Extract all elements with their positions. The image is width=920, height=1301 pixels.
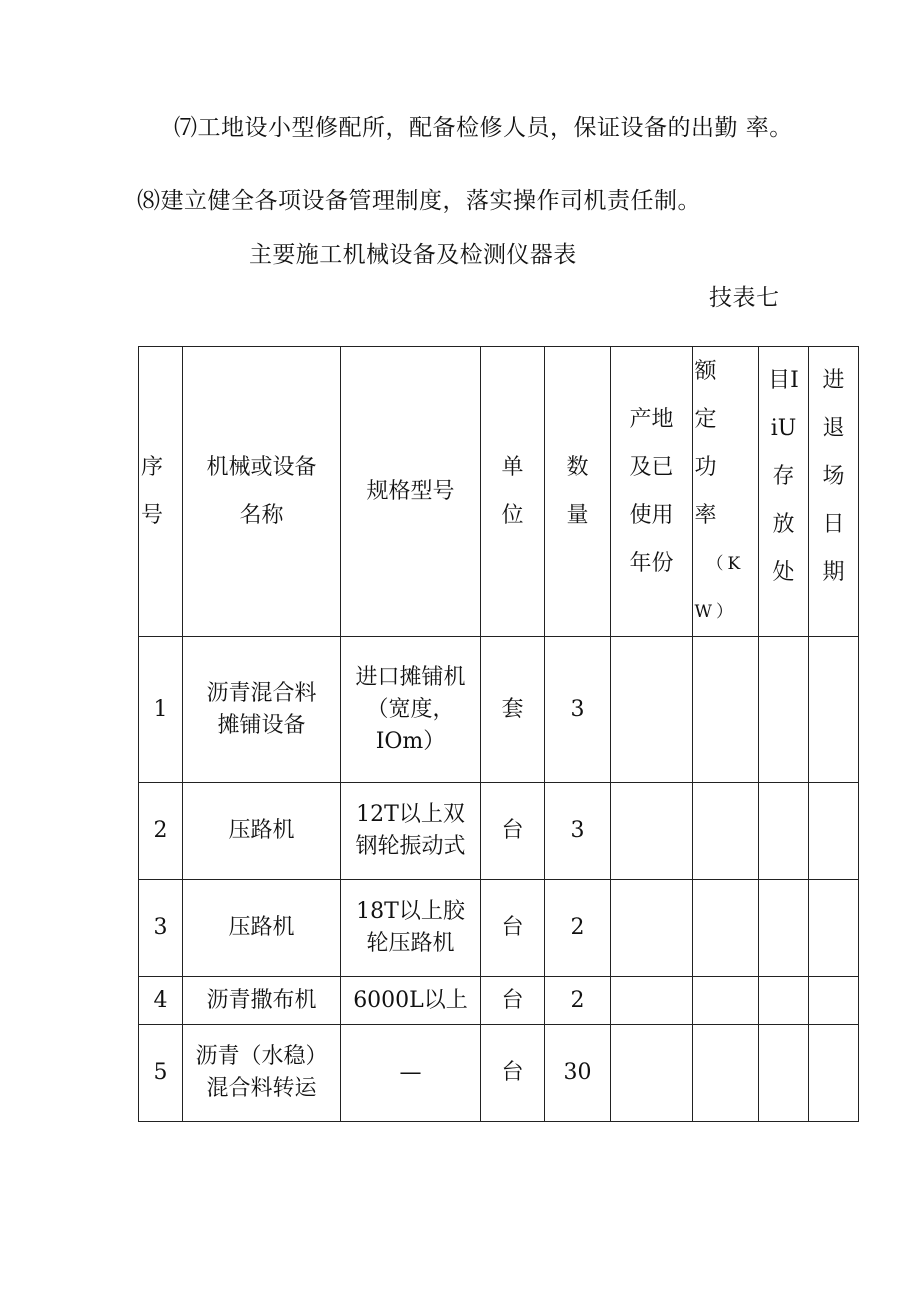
cell-power bbox=[693, 977, 759, 1025]
header-storage: 目IiU存放处 bbox=[768, 368, 799, 585]
equipment-table bbox=[138, 346, 859, 1122]
cell-origin bbox=[611, 977, 693, 1025]
cell-storage bbox=[759, 977, 809, 1025]
cell-qty: 3 bbox=[545, 637, 611, 783]
table-row bbox=[139, 977, 859, 1025]
cell-name: 沥青（水稳）混合料转运 bbox=[195, 1044, 328, 1101]
cell-unit: 台 bbox=[481, 880, 545, 977]
cell-origin bbox=[611, 783, 693, 880]
table-title: 主要施工机械设备及检测仪器表 bbox=[249, 242, 577, 268]
header-power-line4: W） bbox=[694, 601, 737, 622]
header-power-line2: 功 率 bbox=[694, 454, 731, 528]
cell-seq: 4 bbox=[139, 977, 183, 1025]
cell-spec: 12T以上双钢轮振动式 bbox=[355, 802, 466, 859]
header-unit: 单位 bbox=[501, 454, 524, 528]
table-row bbox=[139, 637, 859, 783]
paragraph-item-8: ⑻建立健全各项设备管理制度，落实操作司机责任制。 bbox=[137, 188, 701, 214]
cell-spec: — bbox=[341, 1025, 481, 1122]
cell-unit: 台 bbox=[481, 783, 545, 880]
cell-entry bbox=[809, 880, 859, 977]
cell-entry bbox=[809, 637, 859, 783]
cell-unit: 台 bbox=[481, 977, 545, 1025]
cell-qty: 30 bbox=[545, 1025, 611, 1122]
cell-name: 沥青混合料摊铺设备 bbox=[206, 680, 317, 738]
cell-unit: 套 bbox=[481, 637, 545, 783]
header-spec: 规格型号 bbox=[366, 478, 455, 504]
cell-qty: 2 bbox=[545, 977, 611, 1025]
cell-power bbox=[693, 783, 759, 880]
cell-spec: 进口摊铺机（宽度，IOm） bbox=[355, 664, 466, 754]
cell-qty: 3 bbox=[545, 783, 611, 880]
header-origin: 产地及已使用年份 bbox=[629, 406, 674, 576]
table-row bbox=[139, 880, 859, 977]
cell-storage bbox=[759, 880, 809, 977]
cell-origin bbox=[611, 1025, 693, 1122]
cell-seq: 5 bbox=[139, 1025, 183, 1122]
cell-entry bbox=[809, 783, 859, 880]
cell-name: 压路机 bbox=[183, 783, 341, 880]
cell-qty: 2 bbox=[545, 880, 611, 977]
table-row bbox=[139, 1025, 859, 1122]
cell-seq: 3 bbox=[139, 880, 183, 977]
cell-origin bbox=[611, 637, 693, 783]
cell-power bbox=[693, 880, 759, 977]
cell-storage bbox=[759, 1025, 809, 1122]
cell-seq: 2 bbox=[139, 783, 183, 880]
cell-entry bbox=[809, 977, 859, 1025]
cell-power bbox=[693, 637, 759, 783]
table-row bbox=[139, 783, 859, 880]
cell-name: 压路机 bbox=[183, 880, 341, 977]
header-entry: 进退场日期 bbox=[822, 368, 845, 585]
header-power-line3: （K bbox=[706, 553, 745, 574]
header-row bbox=[139, 347, 859, 637]
cell-seq: 1 bbox=[139, 637, 183, 783]
cell-unit: 台 bbox=[481, 1025, 545, 1122]
header-name: 机械或设备名称 bbox=[206, 454, 317, 528]
header-qty: 数量 bbox=[566, 454, 589, 528]
cell-origin bbox=[611, 880, 693, 977]
header-power-line1: 额 定 bbox=[694, 358, 731, 432]
paragraph-item-7: ⑺工地设小型修配所，配备检修人员，保证设备的出勤 率。 bbox=[174, 115, 793, 141]
cell-spec: 18T以上胶轮压路机 bbox=[356, 899, 465, 956]
cell-storage bbox=[759, 637, 809, 783]
cell-storage bbox=[759, 783, 809, 880]
cell-spec: 6000L以上 bbox=[341, 977, 481, 1025]
cell-name: 沥青撒布机 bbox=[183, 977, 341, 1025]
header-power bbox=[695, 348, 757, 636]
cell-entry bbox=[809, 1025, 859, 1122]
cell-power bbox=[693, 1025, 759, 1122]
table-number: 技表七 bbox=[709, 285, 780, 311]
header-seq: 序号 bbox=[141, 454, 164, 528]
